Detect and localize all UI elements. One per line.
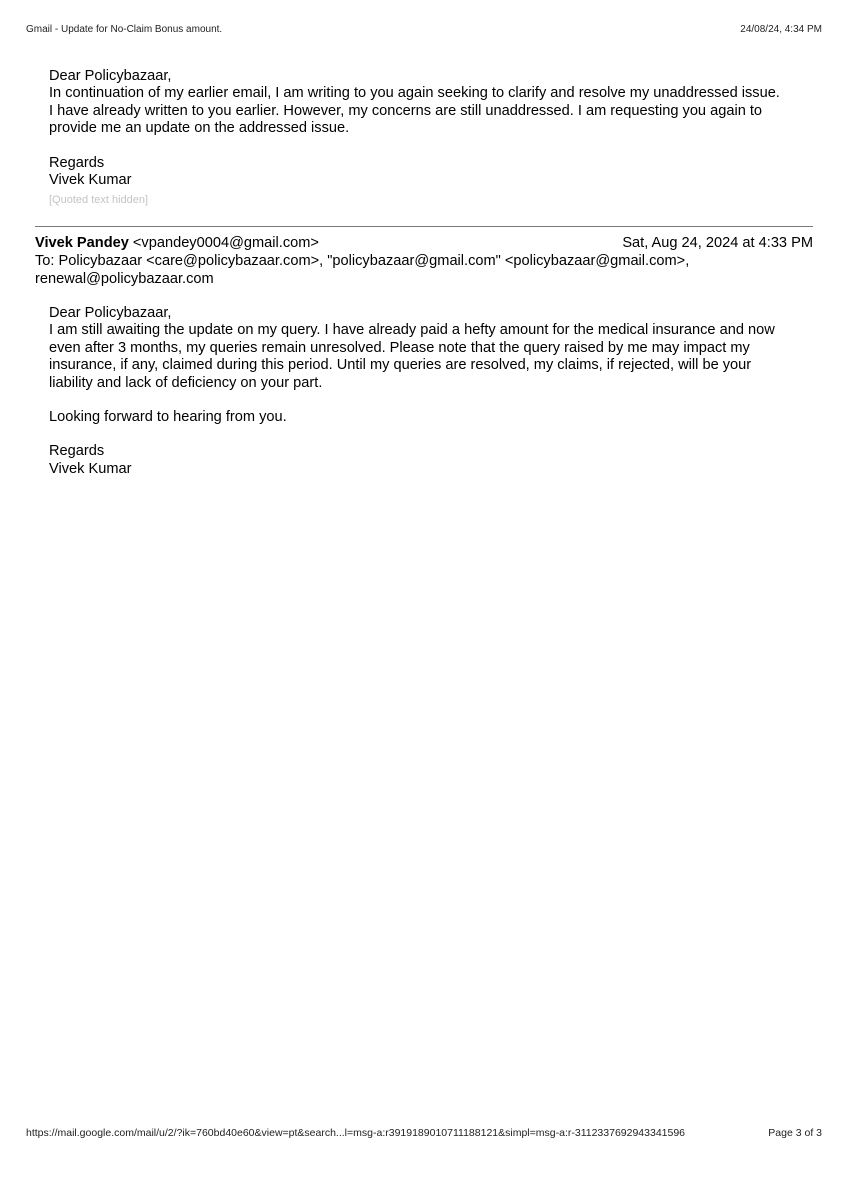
message-2-header — [35, 235, 813, 288]
sender-email: <vpandey0004@gmail.com> — [132, 235, 319, 251]
message-divider — [35, 226, 813, 227]
print-datetime: 24/08/24, 4:34 PM — [740, 24, 822, 35]
page-number: Page 3 of 3 — [768, 1127, 822, 1139]
print-title: Gmail - Update for No-Claim Bonus amount. — [26, 24, 223, 35]
sender-line — [35, 235, 813, 253]
body-line: liability and lack of deficiency on your part. — [49, 374, 323, 391]
recipients-line: renewal@policybazaar.com — [35, 270, 214, 287]
body-line: insurance, if any, claimed during this period. Until my queries are resolved, my claims, if rejected, will be your — [49, 357, 752, 374]
closing: Regards — [49, 154, 105, 171]
signature: Vivek Kumar — [49, 460, 132, 477]
sender-name: Vivek Pandey — [35, 235, 129, 251]
message-date: Sat, Aug 24, 2024 at 4:33 PM — [622, 235, 813, 251]
closing: Regards — [49, 443, 105, 460]
body-line: I am still awaiting the update on my query. I have already paid a hefty amount for the medical insurance and now — [49, 322, 775, 339]
print-footer — [26, 1127, 822, 1141]
message-2-body — [49, 305, 809, 478]
body-line: even after 3 months, my queries remain unresolved. Please note that the query raised by me may impact my — [49, 339, 750, 356]
quoted-text-hidden-link[interactable]: [Quoted text hidden] — [49, 194, 149, 207]
signature: Vivek Kumar — [49, 172, 132, 189]
greeting: Dear Policybazaar, — [49, 305, 172, 321]
message-1-body — [49, 68, 809, 210]
body-line: I have already written to you earlier. However, my concerns are still unaddressed. I am requesting you again to — [49, 102, 763, 119]
body-line: In continuation of my earlier email, I am writing to you again seeking to clarify and resolve my unaddressed issue. — [49, 85, 780, 102]
followup-line: Looking forward to hearing from you. — [49, 409, 287, 426]
body-line: provide me an update on the addressed issue. — [49, 120, 350, 137]
greeting: Dear Policybazaar, — [49, 68, 172, 84]
print-header — [26, 24, 822, 38]
recipients-line: To: Policybazaar <care@policybazaar.com>, "policybazaar@gmail.com" <policybazaar@gmail.com>, — [35, 253, 690, 269]
page-url: https://mail.google.com/mail/u/2/?ik=760bd40e60&view=pt&search...l=msg-a:r3919189010711188121&simpl=msg-a:r-3112337692943341596 — [26, 1127, 686, 1139]
